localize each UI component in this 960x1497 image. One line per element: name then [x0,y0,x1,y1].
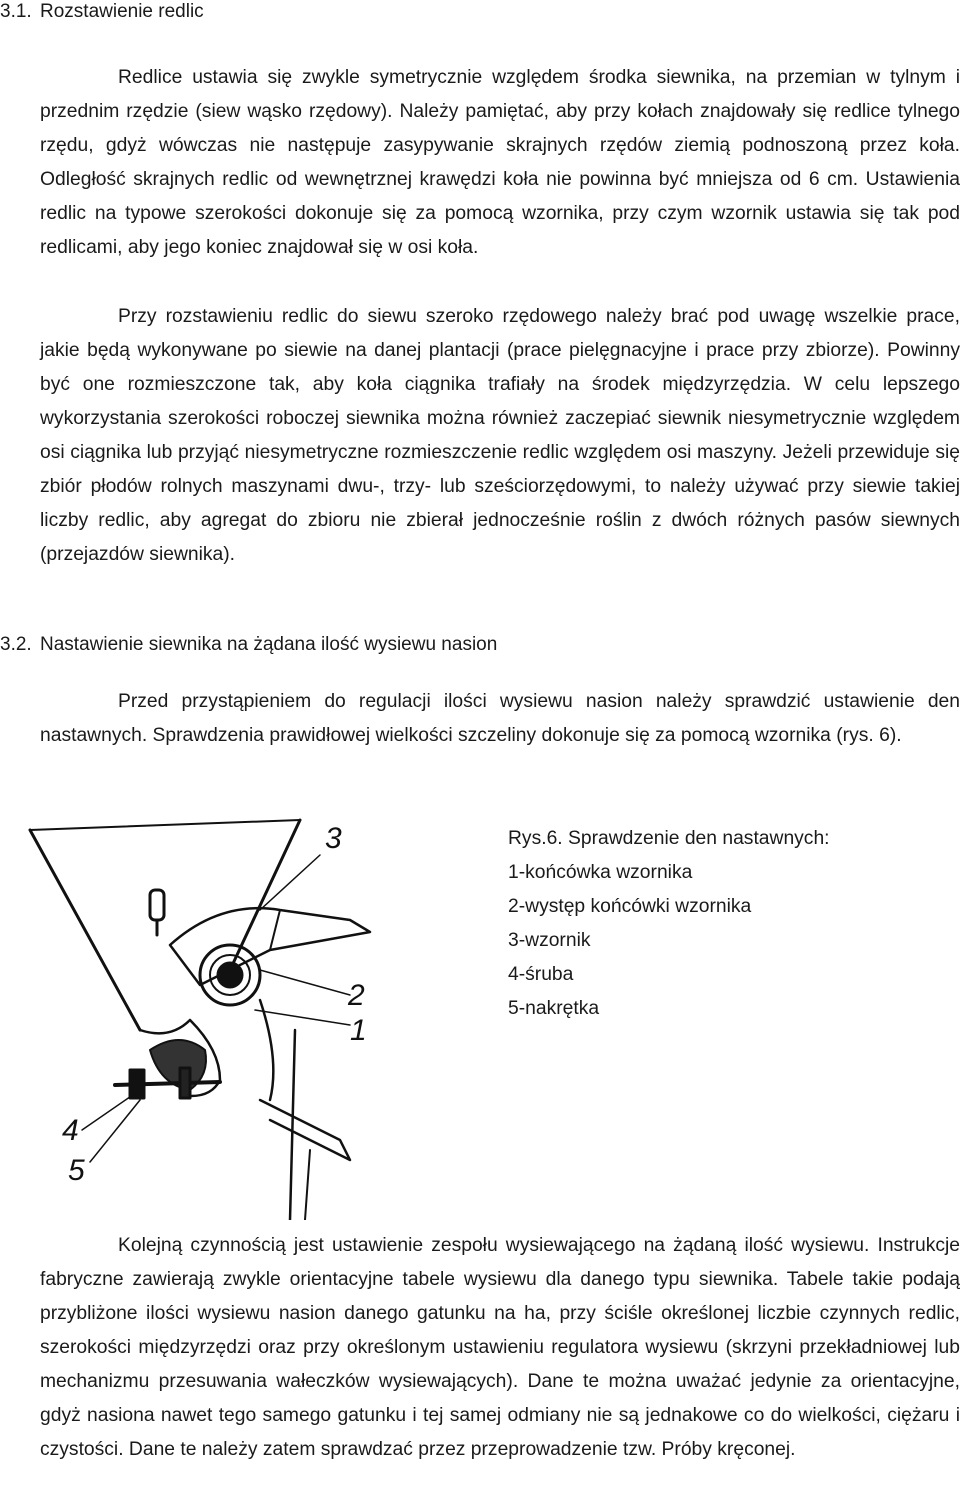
caption-title: Rys.6. Sprawdzenie den nastawnych: [508,828,830,849]
caption-item: 5-nakrętka [508,998,600,1019]
caption-item: 1-końcówka wzornika [508,862,693,883]
caption-item: 4-śruba [508,964,574,985]
section-heading-3-2 [0,633,497,657]
figure-label: 5 [68,1154,85,1187]
paragraph-text: Kolejną czynnością jest ustawienie zespołu wysiewającego na żądaną ilość wysiewu. Instrukcje fabryczne zawierają zwykle orientacyjne tabele wysiewu dla danego typu siewnika. Tabele takie podają przybliżone ilości wysiewu nasion danego gatunku na ha, przy ściśle określonej liczbie czynnych redlic, szerokości międzyrzędzi oraz przy określonym ustawieniu regulatora wysiewu (skrzyni przekładniowej lub mechanizmu przesuwania wałeczków wysiewających). Dane te można uważać jedynie za orientacyjne, gdyż nasiona nawet tego samego gatunku i tej samej odmiany nie są jednakowe co do wielkości, ciężaru i czystości. Dane te należy zatem sprawdzać przez przeprowadzenie tzw. Próby kręconej. [40,1235,960,1460]
paragraph-text: Przy rozstawieniu redlic do siewu szeroko rzędowego należy brać pod uwagę wszelkie prace, jakie będą wykonywane po siewie na danej plantacji (prace pielęgnacyjne i prace przy zbiorze). Powinny być one rozmieszczone tak, aby koła ciągnika trafiały na środek międzyrzędzia. W celu lepszego wykorzystania szerokości roboczej siewnika można również zaczepiać siewnik niesymetrycznie względem osi ciągnika lub przyjąć niesymetryczne rozmieszczenie redlic względem osi maszyny. Jeżeli przewiduje się zbiór płodów rolnych maszynami dwu-, trzy- lub sześciorzędowymi, to należy używać przy siewie takiej liczby redlic, aby agregat do zbioru nie zbierał jednocześnie roślin z dwóch różnych pasów siewnych (przejazdów siewnika). [40,306,960,565]
section-title: Rozstawienie redlic [40,1,204,22]
section-title: Nastawienie siewnika na żądana ilość wysiewu nasion [40,634,498,655]
paragraph [40,300,960,572]
vertical-wall [290,1030,295,1220]
technical-drawing [20,800,460,1220]
caption-item: 3-wzornik [508,930,591,951]
paragraph-text: Przed przystąpieniem do regulacji ilości wysiewu nasion należy sprawdzić ustawienie den nastawnych. Sprawdzenia prawidłowej wielkości szczeliny dokonuje się za pomocą wzornika (rys. 6). [40,691,960,746]
section-heading-3-1 [0,0,204,24]
figure-label: 2 [348,979,365,1012]
paragraph-text: Redlice ustawia się zwykle symetrycznie względem środka siewnika, na przemian w tylnym i przednim rzędzie (siew wąsko rzędowy). Należy pamiętać, aby przy kołach znajdowały się redlice tylnego rzędu, gdyż wówczas nie następuje zasypywanie skrajnych rzędów ziemią podnoszoną przez koła. Odległość skrajnych redlic od wewnętrznej krawędzi koła nie powinna być mniejsza od 6 cm. Ustawienia redlic na typowe szerokości dokonuje się za pomocą wzornika, przy czym wzornik ustawia się tak pod redlicami, aby jego koniec znajdował się w osi koła. [40,67,960,258]
figure-label: 3 [325,822,342,855]
paragraph [40,1229,960,1467]
caption-item: 2-występ końcówki wzornika [508,896,752,917]
nut [130,1070,144,1098]
figure-label: 1 [350,1014,367,1047]
figure-label: 4 [62,1114,79,1147]
hopper-left-wall [30,830,140,1030]
section-number: 3.2. [0,634,32,655]
figure-caption [508,822,830,1026]
hopper-top [30,820,300,830]
paragraph [40,61,960,265]
lower-plate [260,1100,350,1160]
paragraph [40,685,960,753]
bolt-head [150,890,164,920]
section-number: 3.1. [0,1,32,22]
